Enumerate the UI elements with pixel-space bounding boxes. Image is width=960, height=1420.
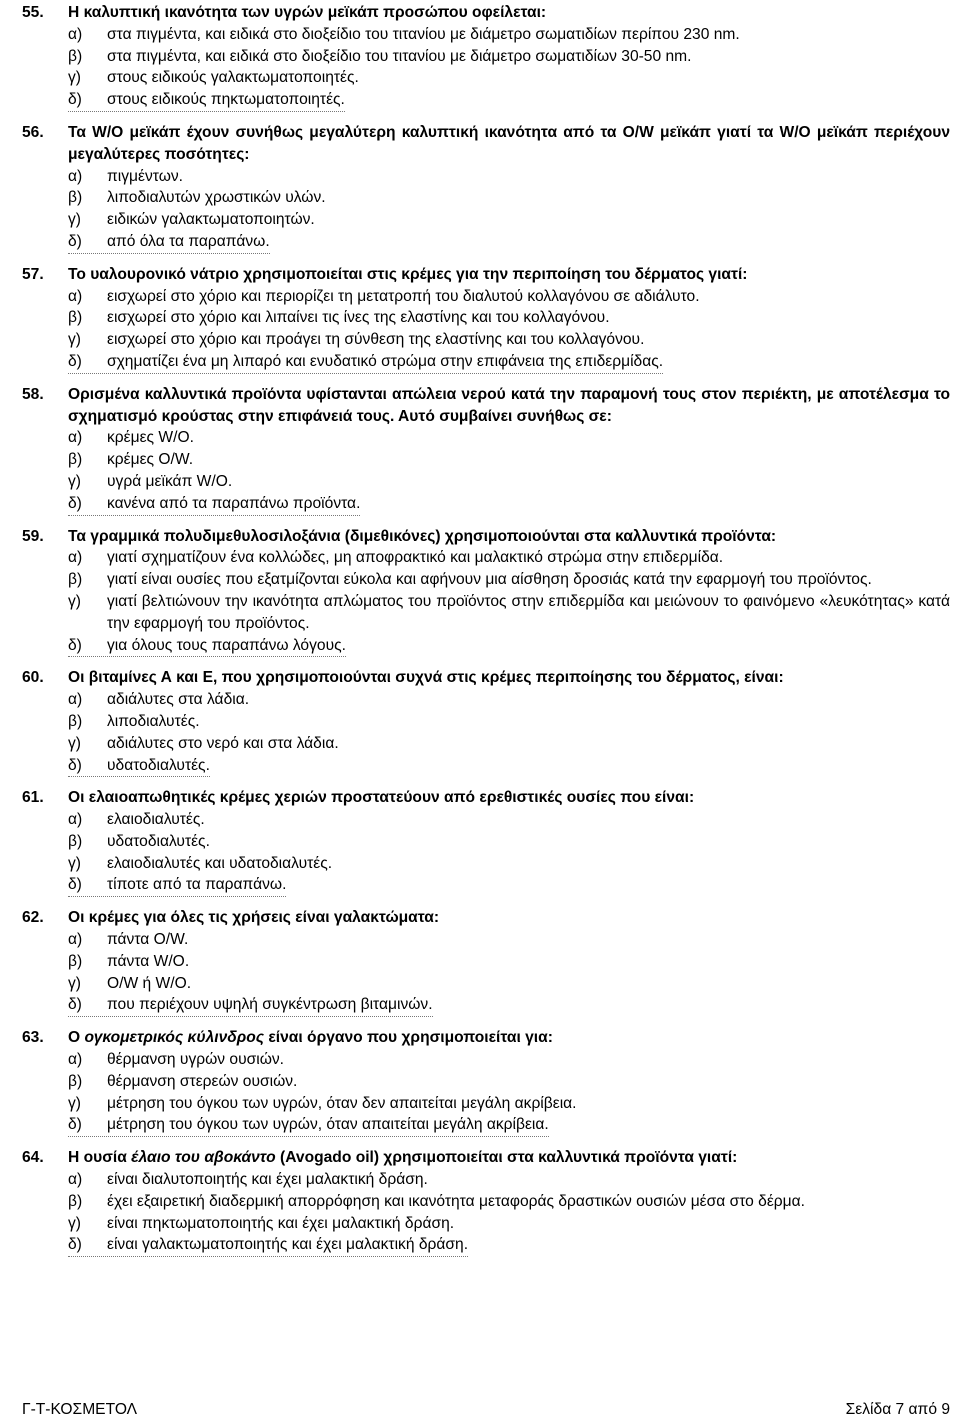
question-stem [68, 1147, 950, 1169]
question-number: 56. [22, 123, 44, 141]
answer-option [68, 307, 950, 329]
option-text: στα πιγμέντα, και ειδικά στο διοξείδιο του τιτανίου με διάμετρο σωματιδίων περίπου 230 nm. [107, 25, 740, 43]
questions-list [22, 2, 950, 1267]
option-text: εισχωρεί στο χόριο και λιπαίνει τις ίνες της ελαστίνης και του κολλαγόνου. [107, 309, 610, 327]
question-stem: Το υαλουρονικό νάτριο χρησιμοποιείται στις κρέμες για την περιποίηση του δέρματος γιατί: [68, 265, 748, 283]
answer-options [68, 286, 950, 373]
question-block [22, 787, 950, 897]
option-label: δ) [68, 876, 82, 894]
question-stem: Οι βιταμίνες Α και Ε, που χρησιμοποιούνται συχνά στις κρέμες περιποίησης του δέρματος, είναι: [68, 669, 784, 687]
option-text: είναι πηκτωματοποιητής και έχει μαλακτική δράση. [107, 1214, 455, 1232]
question-separator [68, 896, 286, 897]
option-text: τίποτε από τα παραπάνω. [107, 876, 287, 894]
option-label: α) [68, 1171, 83, 1189]
option-text: εισχωρεί στο χόριο και περιορίζει τη μετατροπή του διαλυτού κολλαγόνου σε αδιάλυτο. [107, 287, 700, 305]
question-block [22, 2, 950, 112]
option-label: γ) [68, 1214, 81, 1232]
question-block [22, 1027, 950, 1137]
option-label: α) [68, 287, 83, 305]
answer-option [68, 853, 950, 875]
option-label: α) [68, 549, 83, 567]
question-block [22, 122, 950, 254]
question-header [22, 122, 950, 166]
option-label: γ) [68, 69, 81, 87]
answer-options [68, 427, 950, 514]
option-text: πάντα O/W. [107, 931, 189, 949]
answer-option [68, 973, 950, 995]
option-text: υδατοδιαλυτές. [107, 756, 210, 774]
option-text: στα πιγμέντα, και ειδικά στο διοξείδιο του τιτανίου με διάμετρο σωματιδίων 30-50 nm. [107, 47, 692, 65]
option-label: γ) [68, 592, 81, 610]
question-block [22, 1147, 950, 1257]
answer-options [68, 547, 950, 656]
option-text: είναι διαλυτοποιητής και έχει μαλακτική δράση. [107, 1171, 428, 1189]
option-text: κρέμες W/O. [107, 429, 194, 447]
option-label: β) [68, 952, 83, 970]
option-label: β) [68, 309, 83, 327]
question-stem-part: (Avogado oil) χρησιμοποιείται στα καλλυντικά προϊόντα γιατί: [275, 1149, 738, 1167]
question-number: 63. [22, 1029, 44, 1047]
option-label: δ) [68, 91, 82, 109]
question-header [22, 1027, 950, 1049]
answer-option [68, 591, 950, 635]
question-stem-italic: έλαιο του αβοκάντο [131, 1149, 276, 1167]
answer-option [68, 929, 950, 951]
answer-option [68, 1191, 950, 1213]
option-text: λιποδιαλυτών χρωστικών υλών. [107, 189, 326, 207]
question-separator [68, 656, 346, 657]
answer-option [68, 951, 950, 973]
question-stem-part: Η ουσία [68, 1149, 132, 1167]
question-header [22, 264, 950, 286]
question-stem: Οι ελαιοαπωθητικές κρέμες χεριών προστατεύουν από ερεθιστικές ουσίες που είναι: [68, 789, 695, 807]
question-number: 64. [22, 1149, 44, 1167]
answer-options [68, 929, 950, 1016]
option-text: γιατί σχηματίζουν ένα κολλώδες, μη αποφρακτικό και μαλακτικό στρώμα στην επιδερμίδα. [107, 549, 724, 567]
answer-option [68, 46, 950, 68]
option-label: δ) [68, 636, 82, 654]
option-label: δ) [68, 232, 82, 250]
question-separator [68, 373, 663, 374]
answer-option [68, 187, 950, 209]
option-label: β) [68, 712, 83, 730]
option-text: από όλα τα παραπάνω. [107, 232, 270, 250]
question-number: 61. [22, 789, 44, 807]
option-label: α) [68, 811, 83, 829]
option-text: λιποδιαλυτές. [107, 712, 200, 730]
answer-option [68, 711, 950, 733]
option-label: γ) [68, 211, 81, 229]
option-label: γ) [68, 974, 81, 992]
option-text: υδατοδιαλυτές. [107, 832, 210, 850]
option-text: εισχωρεί στο χόριο και προάγει τη σύνθεση της ελαστίνης και του κολλαγόνου. [107, 331, 645, 349]
option-label: γ) [68, 854, 81, 872]
answer-options [68, 689, 950, 776]
answer-option [68, 1213, 950, 1235]
answer-option [68, 286, 950, 308]
option-text: μέτρηση του όγκου των υγρών, όταν απαιτείται μεγάλη ακρίβεια. [107, 1116, 549, 1134]
answer-option [68, 1169, 950, 1191]
question-header [22, 667, 950, 689]
option-label: β) [68, 1072, 83, 1090]
answer-option [68, 329, 950, 351]
answer-options [68, 166, 950, 253]
answer-option [68, 89, 950, 111]
answer-option [68, 1049, 950, 1071]
question-block [22, 384, 950, 516]
option-label: α) [68, 931, 83, 949]
option-text: γιατί βελτιώνουν την ικανότητα απλώματος του προϊόντος στην επιδερμίδα και μειώνουν το φαινόμενο «λευκότητας» κατά την εφαρμογή του προϊόντος. [107, 592, 950, 632]
question-number: 58. [22, 385, 44, 403]
option-label: δ) [68, 996, 82, 1014]
answer-option [68, 874, 950, 896]
answer-option [68, 547, 950, 569]
question-header [22, 526, 950, 548]
answer-option [68, 166, 950, 188]
option-text: αδιάλυτες στο νερό και στα λάδια. [107, 734, 339, 752]
option-text: στους ειδικούς πηκτωματοποιητές. [107, 91, 345, 109]
question-block [22, 264, 950, 374]
option-label: δ) [68, 494, 82, 512]
answer-option [68, 449, 950, 471]
option-label: γ) [68, 734, 81, 752]
option-label: β) [68, 832, 83, 850]
answer-option [68, 209, 950, 231]
answer-option [68, 1093, 950, 1115]
answer-option [68, 1114, 950, 1136]
answer-option [68, 831, 950, 853]
option-text: ελαιοδιαλυτές. [107, 811, 205, 829]
question-stem: Ορισμένα καλλυντικά προϊόντα υφίστανται απώλεια νερού κατά την παραμονή τους στον περιέκτη, με αποτέλεσμα το σχηματισμό κρούστας στην επιφάνειά τους. Αυτό συμβαίνει συνήθως σε: [68, 385, 950, 425]
question-stem-italic: ογκομετρικός κύλινδρος [84, 1029, 265, 1047]
option-text: ειδικών γαλακτωματοποιητών. [107, 211, 315, 229]
answer-option [68, 24, 950, 46]
question-separator [68, 111, 345, 112]
answer-option [68, 1071, 950, 1093]
option-text: O/W ή W/O. [107, 974, 192, 992]
option-label: α) [68, 429, 83, 447]
option-label: α) [68, 25, 83, 43]
question-header [22, 787, 950, 809]
answer-options [68, 1169, 950, 1256]
question-number: 62. [22, 909, 44, 927]
answer-option [68, 635, 950, 657]
answer-option [68, 994, 950, 1016]
option-text: που περιέχουν υψηλή συγκέντρωση βιταμινών. [107, 996, 433, 1014]
question-stem: Οι κρέμες για όλες τις χρήσεις είναι γαλακτώματα: [68, 909, 440, 927]
option-text: στους ειδικούς γαλακτωματοποιητές. [107, 69, 359, 87]
option-text: γιατί είναι ουσίες που εξατμίζονται εύκολα και αφήνουν μια αίσθηση δροσιάς κατά την εφαρμογή του προϊόντος. [107, 571, 872, 589]
question-header [22, 2, 950, 24]
option-text: θέρμανση υγρών ουσιών. [107, 1051, 285, 1069]
question-number: 55. [22, 4, 44, 21]
question-number: 59. [22, 527, 44, 545]
answer-option [68, 809, 950, 831]
option-label: β) [68, 451, 83, 469]
option-label: β) [68, 189, 83, 207]
question-stem: Η καλυπτική ικανότητα των υγρών μεϊκάπ προσώπου οφείλεται: [68, 4, 547, 21]
option-text: έχει εξαιρετική διαδερμική απορρόφηση και ικανότητα μεταφοράς δραστικών ουσιών μέσα στο δέρμα. [107, 1192, 806, 1210]
answer-option [68, 351, 950, 373]
footer-code: Γ-Τ-ΚΟΣΜΕΤΟΛ [22, 1401, 138, 1418]
answer-option [68, 569, 950, 591]
question-header [22, 384, 950, 428]
question-stem: Τα W/O μεϊκάπ έχουν συνήθως μεγαλύτερη καλυπτική ικανότητα από τα O/W μεϊκάπ γιατί τα W/O μεϊκάπ περιέχουν μεγαλύτερες ποσότητες: [68, 123, 950, 163]
question-stem-part: είναι όργανο που χρησιμοποιείται για: [264, 1029, 553, 1047]
option-text: μέτρηση του όγκου των υγρών, όταν δεν απαιτείται μεγάλη ακρίβεια. [107, 1094, 577, 1112]
answer-option [68, 755, 950, 777]
answer-option [68, 493, 950, 515]
option-text: θέρμανση στερεών ουσιών. [107, 1072, 298, 1090]
question-separator [68, 515, 360, 516]
question-number: 57. [22, 265, 44, 283]
answer-option [68, 231, 950, 253]
question-block [22, 526, 950, 658]
answer-options [68, 24, 950, 111]
option-label: β) [68, 571, 83, 589]
option-label: δ) [68, 1236, 82, 1254]
option-label: δ) [68, 756, 82, 774]
answer-options [68, 1049, 950, 1136]
question-stem: Τα γραμμικά πολυδιμεθυλοσιλοξάνια (διμεθικόνες) χρησιμοποιούνται στα καλλυντικά προϊόντα: [68, 527, 777, 545]
option-label: β) [68, 47, 83, 65]
footer-page-number: Σελίδα 7 από 9 [845, 1401, 950, 1418]
answer-option [68, 733, 950, 755]
question-separator [68, 253, 270, 254]
option-label: α) [68, 167, 83, 185]
page-footer [22, 1400, 950, 1420]
option-text: είναι γαλακτωματοποιητής και έχει μαλακτική δράση. [107, 1236, 469, 1254]
option-label: γ) [68, 331, 81, 349]
question-separator [68, 1016, 433, 1017]
question-separator [68, 1256, 468, 1257]
question-number: 60. [22, 669, 44, 687]
question-header [22, 907, 950, 929]
option-text: ελαιοδιαλυτές και υδατοδιαλυτές. [107, 854, 333, 872]
option-text: κρέμες O/W. [107, 451, 194, 469]
option-text: υγρά μεϊκάπ W/O. [107, 472, 233, 490]
option-label: α) [68, 1051, 83, 1069]
option-text: για όλους τους παραπάνω λόγους. [107, 636, 346, 654]
answer-option [68, 67, 950, 89]
answer-option [68, 1234, 950, 1256]
question-separator [68, 776, 210, 777]
answer-option [68, 427, 950, 449]
answer-options [68, 809, 950, 896]
option-label: γ) [68, 472, 81, 490]
option-label: γ) [68, 1094, 81, 1112]
option-label: α) [68, 691, 83, 709]
option-label: δ) [68, 1116, 82, 1134]
option-text: αδιάλυτες στα λάδια. [107, 691, 250, 709]
answer-option [68, 689, 950, 711]
option-text: πιγμέντων. [107, 167, 183, 185]
option-label: δ) [68, 352, 82, 370]
question-separator [68, 1136, 549, 1137]
question-header [22, 1147, 950, 1169]
question-stem [68, 1027, 950, 1049]
option-text: σχηματίζει ένα μη λιπαρό και ενυδατικό στρώμα στην επιφάνεια της επιδερμίδας. [107, 352, 664, 370]
option-text: κανένα από τα παραπάνω προϊόντα. [107, 494, 361, 512]
option-label: β) [68, 1192, 83, 1210]
question-stem-part: Ο [68, 1029, 85, 1047]
question-block [22, 907, 950, 1017]
question-block [22, 667, 950, 777]
answer-option [68, 471, 950, 493]
option-text: πάντα W/O. [107, 952, 190, 970]
